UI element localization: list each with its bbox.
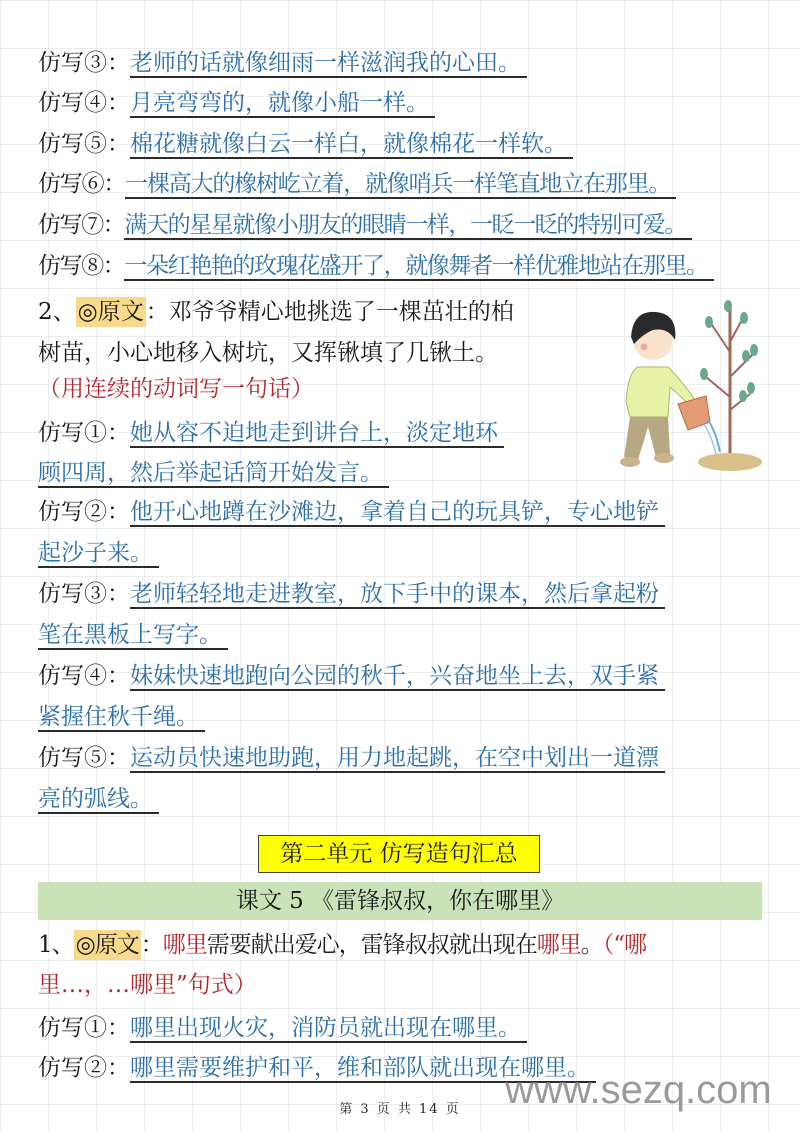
imitation-item xyxy=(38,1013,527,1043)
original-text: 邓爷爷精心地挑选了一棵茁壮的柏 xyxy=(168,299,514,325)
item-answer: 哪里出现火灾，消防员就出现在哪里。 xyxy=(130,1015,527,1043)
instruction: （用连续的动词写一句话） xyxy=(38,376,314,402)
highlight-keyword: 哪里 xyxy=(536,932,581,958)
item-answer: 妹妹快速地跑向公园的秋千，兴奋地坐上去，双手紧 xyxy=(130,663,665,691)
item-label: 仿写④： xyxy=(38,90,130,116)
imitation-item-cont xyxy=(38,620,228,650)
imitation-item xyxy=(38,169,676,199)
imitation-item xyxy=(38,497,665,527)
item-answer: 棉花糖就像白云一样白，就像棉花一样软。 xyxy=(130,131,573,159)
original-text-line-2 xyxy=(38,338,498,368)
imitation-item xyxy=(38,251,714,281)
item-label: 仿写③： xyxy=(38,581,130,607)
item-answer: 他开心地蹲在沙滩边，拿着自己的玩具铲，专心地铲 xyxy=(130,499,665,527)
original-text: 树苗，小心地移入树坑，又挥锹填了几锹土。 xyxy=(38,340,498,366)
item-label: 仿写⑥： xyxy=(38,171,126,197)
imitation-item xyxy=(38,88,435,118)
imitation-item xyxy=(38,210,692,240)
imitation-item xyxy=(38,579,665,609)
item-answer: 老师的话就像细雨一样滋润我的心田。 xyxy=(130,50,527,78)
imitation-item xyxy=(38,129,573,159)
item-number: 1、 xyxy=(38,932,74,958)
imitation-item-cont xyxy=(38,458,389,488)
item-label: 仿写②： xyxy=(38,499,130,525)
item-label: 仿写⑤： xyxy=(38,131,130,157)
lesson-title: 课文 5 《雷锋叔叔，你在哪里》 xyxy=(38,882,762,920)
original-tag: ◎原文 xyxy=(77,299,144,325)
item-label: 仿写⑤： xyxy=(38,745,130,771)
item-label: 仿写①： xyxy=(38,1015,130,1041)
imitation-item-cont xyxy=(38,538,159,568)
colon: ： xyxy=(145,299,169,325)
original-text: 需要献出爱心，雷锋叔叔就出现在 xyxy=(206,932,537,958)
item-label: 仿写①： xyxy=(38,420,130,446)
imitation-item-cont xyxy=(38,784,159,814)
item-answer: 笔在黑板上写字。 xyxy=(38,622,228,650)
item-answer: 她从容不迫地走到讲台上，淡定地环 xyxy=(130,420,504,448)
colon: ： xyxy=(140,932,163,958)
page-footer: 第 3 页 共 14 页 xyxy=(339,1102,461,1117)
item-answer: 一朵红艳艳的玫瑰花盛开了，就像舞者一样优雅地站在那里。 xyxy=(124,253,713,281)
item-answer: 满天的星星就像小朋友的眼睛一样，一眨一眨的特别可爱。 xyxy=(124,212,692,240)
instruction: （“哪 xyxy=(602,932,646,958)
imitation-item xyxy=(38,661,665,691)
item-answer: 哪里需要维护和平，维和部队就出现在哪里。 xyxy=(130,1055,596,1083)
original-text-line-1 xyxy=(38,930,646,960)
imitation-item xyxy=(38,743,665,773)
item-answer: 月亮弯弯的，就像小船一样。 xyxy=(130,90,435,118)
highlight-keyword: 哪里 xyxy=(162,932,207,958)
item-answer: 紧握住秋千绳。 xyxy=(38,704,205,732)
item-label: 仿写②： xyxy=(38,1055,130,1081)
boy-watering-tree-illustration xyxy=(598,292,768,477)
original-text: 。 xyxy=(580,932,603,958)
item-answer: 运动员快速地助跑，用力地起跳，在空中划出一道漂 xyxy=(130,745,665,773)
original-text-line-1 xyxy=(38,297,514,327)
item-answer: 起沙子来。 xyxy=(38,540,159,568)
original-tag: ◎原文 xyxy=(75,932,139,958)
instruction-cont: 里…，…哪里”句式） xyxy=(38,972,257,998)
item-label: 仿写⑧： xyxy=(38,253,125,279)
item-label: 仿写③： xyxy=(38,50,130,76)
item-answer: 亮的弧线。 xyxy=(38,786,159,814)
item-answer: 一棵高大的橡树屹立着，就像哨兵一样笔直地立在那里。 xyxy=(125,171,676,199)
item-answer: 顾四周，然后举起话筒开始发言。 xyxy=(38,460,389,488)
imitation-item xyxy=(38,48,527,78)
imitation-item-cont xyxy=(38,702,205,732)
unit-title: 第二单元 仿写造句汇总 xyxy=(258,835,540,873)
item-label: 仿写④： xyxy=(38,663,130,689)
item-number: 2、 xyxy=(38,299,76,325)
imitation-item xyxy=(38,418,504,448)
item-label: 仿写⑦： xyxy=(38,212,125,238)
watermark: www.sezq.com xyxy=(505,1068,772,1112)
item-answer: 老师轻轻地走进教室，放下手中的课本，然后拿起粉 xyxy=(130,581,665,609)
